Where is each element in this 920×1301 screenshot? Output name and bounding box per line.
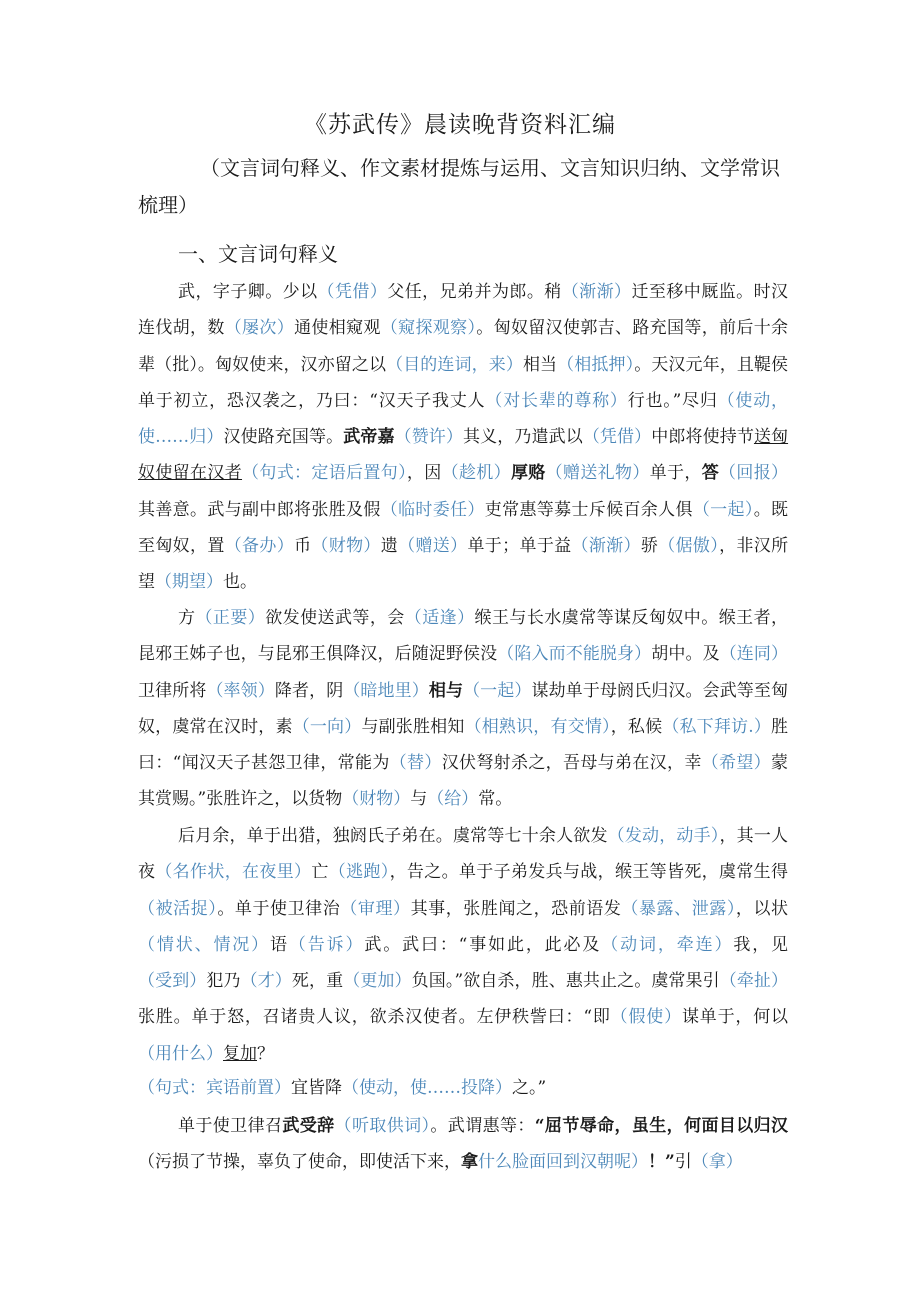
annotation-text: （使动，使……投降） [342, 1078, 512, 1098]
body-text: 遗 [380, 536, 399, 557]
annotation-text: （暴露、泄露） [621, 898, 736, 919]
body-text: 迁至移中厩监。时汉连伐胡，数 [138, 282, 789, 339]
body-text: 。武谓惠等： [430, 1116, 535, 1136]
body-text: 卫律所将 [138, 680, 207, 701]
annotation-text: （正要） [195, 608, 266, 628]
body-text: ，告之。单于子弟发兵与战，缑王等皆死，虞常生得 [389, 862, 789, 883]
annotation-text: （陷入而不能脱身） [497, 644, 652, 665]
annotation-text: 什么脸面回到汉朝呢） [478, 1152, 648, 1173]
body-text: 欲发使送武等，会 [265, 608, 405, 628]
annotation-text: （牵扯） [719, 971, 789, 992]
annotation-text: （替） [389, 753, 442, 774]
emphasized-text: 武受辞 [282, 1116, 335, 1136]
annotation-text: （倨傲） [658, 536, 720, 557]
body-text: 吏常惠等募士斥候百余人俱 [484, 499, 693, 520]
annotation-text: （临时委任） [380, 499, 485, 520]
annotation-text: （被活捉） [138, 898, 218, 919]
body-text: 汉使路充国等。 [223, 427, 344, 448]
body-text: 谋单于，何以 [681, 1007, 789, 1028]
annotation-text: （动词，牵连） [601, 934, 734, 955]
annotation-text: （一起） [463, 680, 532, 701]
annotation-text: （窥探观察） [380, 318, 477, 339]
body-text: ，非汉所望 [138, 536, 789, 593]
underlined-text: 送匈奴使留在汉者 [138, 427, 789, 484]
annotation-text: （使动，使……归） [138, 390, 788, 448]
paragraph-4 [138, 1070, 788, 1106]
paragraph-2 [138, 600, 788, 818]
annotation-text: （发动，动手） [607, 826, 720, 846]
annotation-text: （财物） [342, 789, 411, 810]
body-text: 胜曰：“闻汉天子甚怨卫律，常能为 [138, 716, 789, 774]
body-text: 相当 [522, 354, 558, 375]
annotation-text: （用什么） [138, 1043, 223, 1064]
annotation-text: （句式：宾语前置） [138, 1078, 291, 1098]
body-text: 其善意。武与副中郎将张胜及假 [138, 499, 381, 520]
body-text: 死，重 [291, 971, 344, 992]
annotation-text: （一起） [692, 499, 754, 520]
annotation-text: （渐渐） [571, 536, 641, 557]
body-text: 行也。”尽归 [627, 390, 718, 411]
body-text: 与副张胜相知 [361, 716, 465, 737]
body-text: ，其一人夜 [138, 826, 789, 883]
annotation-text: （希望） [701, 753, 772, 774]
body-text: 引 [674, 1152, 692, 1173]
paragraph-3 [138, 818, 788, 1072]
body-text: 负国。”欲自杀，胜、惠共止之。虞常果引 [411, 971, 720, 992]
annotation-text: （赠送） [398, 536, 468, 557]
emphasized-text: “屈节辱命，虽生，何面目以归汉 [534, 1116, 789, 1136]
body-text: 中郎将使持节 [651, 427, 754, 448]
body-text: 与 [410, 789, 428, 810]
annotation-text: （率领） [206, 680, 275, 701]
annotation-text: （凭借） [317, 282, 388, 302]
emphasized-text: 相与 [428, 680, 464, 701]
annotation-text: （告诉） [288, 934, 365, 955]
body-text: 语 [270, 934, 289, 955]
annotation-text: （回报） [719, 463, 789, 484]
annotation-text: （才） [240, 971, 292, 992]
annotation-text: （财物） [311, 536, 381, 557]
body-text: 单于， [649, 463, 702, 484]
body-text: 也。 [223, 572, 257, 593]
body-text: 方 [178, 608, 196, 628]
body-text: 。天汉元年，且鞮侯单于初立，恐汉袭之，乃曰：“汉天子我丈人 [138, 354, 789, 411]
body-text: 。单于使卫律治 [217, 898, 341, 919]
annotation-text: （受到） [138, 971, 207, 992]
body-text: 我，见 [733, 934, 789, 955]
body-text: 武。武曰：“事如此，此必及 [364, 934, 602, 955]
body-text: 其事，张胜闻之，恐前语发 [410, 898, 622, 919]
annotation-text: （趁机） [441, 463, 511, 484]
annotation-text: （屡次） [224, 318, 295, 339]
annotation-text: （相熟识，有交情） [464, 716, 611, 737]
annotation-text: （备办） [224, 536, 295, 557]
annotation-text: （渐渐） [561, 282, 632, 302]
section-heading: 一、文言词句释义 [178, 242, 338, 266]
annotation-text: （相抵押） [557, 354, 635, 375]
annotation-text: （赠送礼物） [545, 463, 650, 484]
paragraph-1 [138, 274, 788, 601]
body-text: 父任，兄弟并为郎。稍 [387, 282, 562, 302]
body-text: 谋劫单于母阏氏归汉。会武等至匈奴，虞常在汉时，素 [138, 680, 789, 737]
annotation-text: （适逢） [404, 608, 475, 628]
annotation-text: （凭借） [582, 427, 652, 448]
annotation-text: （对长辈的尊称） [485, 390, 628, 411]
body-text: 胡中。及 [651, 644, 720, 665]
annotation-text: （拿） [691, 1152, 743, 1173]
body-text: ，私候 [610, 716, 663, 737]
document-title: 《苏武传》晨读晚背资料汇编 [304, 112, 616, 138]
emphasized-text: 拿 [461, 1152, 478, 1173]
body-text: 。匈奴留汉使郭吉、路充国等，前后十余辈（批）。匈奴使来，汉亦留之以 [138, 318, 789, 375]
annotation-text: （情状、情况） [138, 934, 271, 955]
paragraph-5 [138, 1108, 788, 1181]
body-text: 缑王与长水虞常等谋反匈奴中。缑王者，昆邪王姊子也，与昆邪王俱降汉，后随浞野侯没 [138, 608, 789, 665]
body-text: 单于使卫律召 [178, 1116, 283, 1136]
body-text: 币 [294, 536, 312, 557]
annotation-text: （私下拜访.） [662, 716, 772, 737]
body-text: 降者，阴 [274, 680, 344, 701]
body-text: 亡 [311, 862, 329, 883]
body-text: 之。” [512, 1078, 547, 1098]
annotation-text: （一向） [292, 716, 362, 737]
body-text: ，因 [406, 463, 442, 484]
body-text: 骄 [640, 536, 659, 557]
underlined-text: 复加 [223, 1043, 257, 1064]
annotation-text: （目的连词，来） [386, 354, 523, 375]
body-text: 单于；单于益 [467, 536, 572, 557]
body-text: 蒙其赏赐。”张胜许之，以货物 [138, 753, 789, 810]
annotation-text: （给） [427, 789, 479, 810]
annotation-text: （连同） [719, 644, 789, 665]
emphasized-text: 答 [701, 463, 720, 484]
body-text: 宜皆降 [291, 1078, 342, 1098]
annotation-text: （暗地里） [343, 680, 429, 701]
annotation-text: （名作状，在夜里） [155, 862, 312, 883]
body-text: 后月余，单于出猎，独阏氏子弟在。虞常等七十余人欲发 [178, 826, 608, 846]
body-text: 通使相窥观 [294, 318, 381, 339]
emphasized-text: 厚赂 [510, 463, 546, 484]
annotation-text: （更加） [343, 971, 412, 992]
body-text: ？ [257, 1043, 274, 1064]
annotation-text: （假使） [610, 1007, 682, 1028]
body-text: 常。 [478, 789, 513, 810]
emphasized-text: ！” [648, 1152, 675, 1173]
annotation-text: （审理） [340, 898, 411, 919]
body-text: 。既至匈奴，置 [138, 499, 789, 557]
body-text: （污损了节操，辜负了使命，即使活下来， [138, 1152, 461, 1173]
annotation-text: （赞许） [394, 427, 464, 448]
body-text: 张胜。单于怒，召诸贵人议，欲杀汉使者。左伊秩訾曰：“即 [138, 1007, 611, 1028]
annotation-text: （听取供词） [334, 1116, 431, 1136]
annotation-text: （逃跑） [328, 862, 390, 883]
body-text: ，以状 [735, 898, 789, 919]
body-text: 其义，乃遣武以 [463, 427, 583, 448]
emphasized-text: 武帝嘉 [343, 427, 395, 448]
annotation-text: （句式：定语后置句） [242, 463, 407, 484]
body-text: 武，字子卿。少以 [178, 282, 318, 302]
document-subtitle: （文言词句释义、作文素材提炼与运用、文言知识归纳、文学常识梳理） [138, 156, 780, 217]
body-text: 犯乃 [206, 971, 241, 992]
annotation-text: （期望） [155, 572, 223, 593]
body-text: 汉伏弩射杀之，吾母与弟在汉，幸 [441, 753, 702, 774]
